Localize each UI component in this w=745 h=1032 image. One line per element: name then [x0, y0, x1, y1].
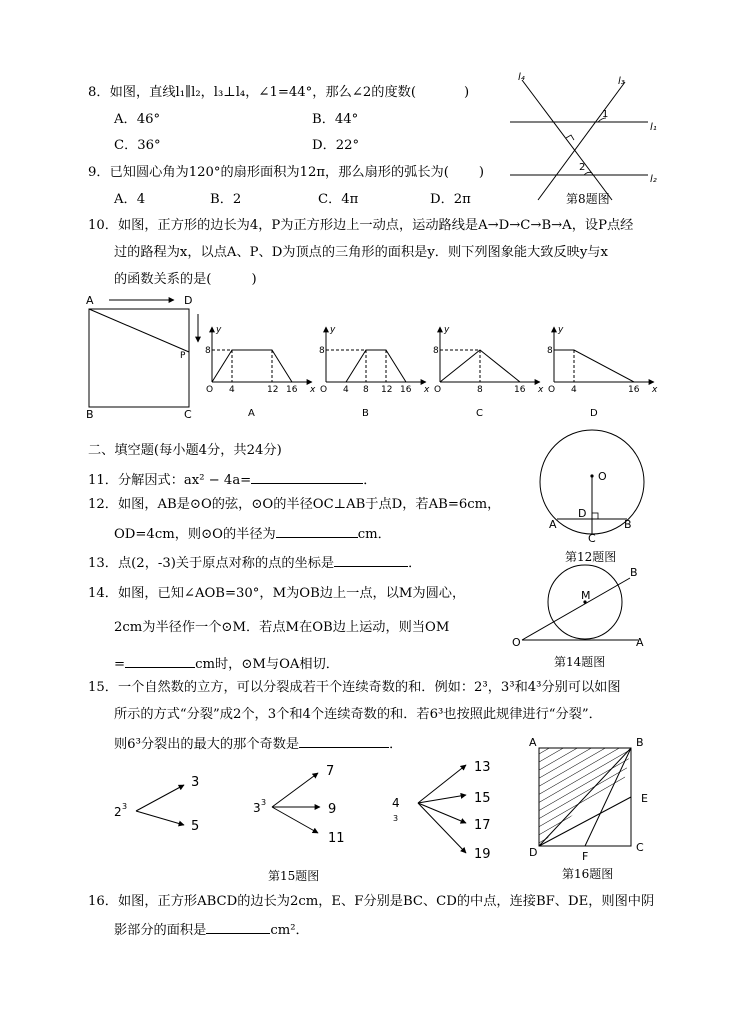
svg-text:A: A	[248, 408, 255, 419]
svg-text:9: 9	[328, 802, 337, 817]
svg-text:A: A	[549, 518, 557, 531]
square-D: D	[184, 294, 193, 307]
q9-option-a: A．4	[114, 192, 146, 207]
svg-text:y: y	[330, 325, 336, 335]
svg-text:F: F	[582, 850, 589, 863]
svg-text:A: A	[636, 636, 644, 649]
section-2-title: 二、填空题(每小题4分，共24分)	[88, 443, 282, 458]
square-C: C	[184, 408, 192, 421]
svg-text:A: A	[529, 736, 537, 749]
svg-text:8: 8	[319, 346, 325, 356]
svg-text:B: B	[624, 518, 632, 531]
svg-text:D: D	[590, 408, 598, 419]
svg-text:4: 4	[571, 385, 577, 395]
svg-text:8: 8	[205, 346, 211, 356]
q10-figures	[84, 292, 664, 422]
svg-text:第12题图: 第12题图	[565, 550, 617, 564]
q9-option-c: C．4π	[318, 192, 359, 207]
q10-square	[86, 294, 198, 421]
q16-figure	[524, 730, 664, 882]
q10-line3: 的函数关系的是( )	[114, 272, 257, 287]
svg-text:17: 17	[474, 818, 491, 833]
q9-option-d: D．2π	[430, 192, 471, 207]
label-l1: l₁	[650, 122, 657, 133]
svg-text:12: 12	[381, 385, 393, 395]
q15-figure	[100, 755, 520, 885]
svg-text:4: 4	[343, 385, 349, 395]
line-l3	[538, 82, 625, 200]
label-l2: l₂	[650, 174, 657, 185]
svg-text:2: 2	[114, 805, 122, 819]
svg-text:x: x	[652, 385, 658, 395]
graph-c	[433, 325, 544, 419]
q13-stem: 13．点(2，-3)关于原点对称的点的坐标是 ．	[88, 556, 422, 571]
svg-text:16: 16	[628, 385, 640, 395]
svg-text:8: 8	[477, 385, 483, 395]
svg-text:D: D	[529, 846, 538, 859]
svg-text:12: 12	[267, 385, 279, 395]
svg-text:M: M	[581, 589, 591, 602]
q10-line2: 过的路程为x，以点A、P、D为顶点的三角形的面积是y．则下列图象能大致反映y与x	[114, 245, 608, 260]
svg-text:B: B	[636, 736, 644, 749]
svg-text:C: C	[588, 532, 596, 545]
svg-text:16: 16	[400, 385, 412, 395]
q15-line1: 15．一个自然数的立方，可以分裂成若干个连续奇数的和．例如：2³，3³和4³分别可以如图	[88, 680, 621, 695]
q15-line3: 则6³分裂出的最大的那个奇数是 ．	[114, 737, 403, 752]
q12-figure	[530, 425, 660, 565]
svg-text:3: 3	[261, 798, 267, 807]
svg-text:x: x	[424, 385, 430, 395]
svg-text:第16题图: 第16题图	[562, 867, 614, 881]
q14-line1: 14．如图，已知∠AOB=30°，M为OB边上一点，以M为圆心，	[88, 586, 466, 601]
svg-text:8: 8	[547, 346, 553, 356]
q14-line3: = cm时，⊙M与OA相切．	[114, 657, 339, 672]
svg-text:y: y	[558, 325, 564, 335]
q15-line2: 所示的方式“分裂”成2个，3个和4个连续奇数的和．若6³也按照此规律进行“分裂”．	[114, 707, 602, 722]
svg-text:E: E	[641, 792, 648, 805]
q8-stem: 8．如图，直线l₁∥l₂，l₃⊥l₄，∠1=44°，那么∠2的度数( )	[88, 85, 470, 100]
svg-text:4: 4	[392, 796, 400, 810]
label-l4: l₄	[518, 72, 525, 83]
svg-text:B: B	[630, 566, 638, 579]
svg-text:B: B	[362, 408, 369, 419]
q8-option-c: C．36°	[114, 138, 161, 153]
svg-text:O: O	[434, 385, 442, 395]
q8-caption: 第8题图	[566, 192, 610, 206]
square-B: B	[86, 408, 94, 421]
svg-text:y: y	[216, 325, 222, 335]
svg-text:C: C	[636, 841, 644, 854]
split-4-cubed	[392, 760, 491, 862]
q16-line1: 16．如图，正方形ABCD的边长为2cm，E、F分别是BC、CD的中点，连接BF、DE，则图中阴	[88, 894, 655, 909]
q14-line2: 2cm为半径作一个⊙M．若点M在OB边上运动，则当OM	[114, 620, 450, 635]
svg-text:D: D	[578, 507, 587, 520]
svg-text:O: O	[320, 385, 328, 395]
q8-option-d: D．22°	[312, 138, 360, 153]
split-3-cubed	[253, 764, 345, 846]
q12-line2: OD=4cm，则⊙O的半径为 cm．	[114, 527, 391, 542]
q14-figure	[508, 562, 658, 672]
svg-text:13: 13	[474, 760, 491, 775]
q10-line1: 10．如图，正方形的边长为4，P为正方形边上一动点，运动路线是A→D→C→B→A，设P点经	[88, 218, 634, 233]
svg-text:16: 16	[514, 385, 526, 395]
q9-stem: 9．已知圆心角为120°的扇形面积为12π，那么扇形的弧长为( )	[88, 165, 485, 180]
svg-text:16: 16	[286, 385, 298, 395]
graph-b	[319, 325, 430, 419]
angle-1-label: 1	[602, 109, 609, 120]
label-l3: l₃	[618, 76, 625, 87]
svg-text:第15题图: 第15题图	[268, 869, 320, 883]
svg-text:C: C	[476, 408, 483, 419]
q8-option-a: A．46°	[114, 112, 161, 127]
svg-text:5: 5	[191, 819, 200, 834]
svg-text:11: 11	[328, 831, 345, 846]
svg-text:第14题图: 第14题图	[554, 655, 606, 669]
svg-text:O: O	[598, 470, 607, 483]
svg-text:4: 4	[229, 385, 235, 395]
q8-option-b: B．44°	[312, 112, 359, 127]
svg-text:15: 15	[474, 791, 491, 806]
line-l4	[522, 80, 612, 200]
q11-stem: 11．分解因式：ax² − 4a= ．	[88, 473, 377, 488]
svg-text:O: O	[206, 385, 214, 395]
split-2-cubed	[114, 775, 199, 834]
graph-d	[547, 325, 658, 419]
q8-figure	[500, 70, 670, 215]
svg-text:y: y	[444, 325, 450, 335]
svg-text:O: O	[512, 636, 521, 649]
svg-text:7: 7	[326, 764, 335, 779]
q9-option-b: B．2	[210, 192, 242, 207]
svg-text:x: x	[310, 385, 316, 395]
q12-line1: 12．如图，AB是⊙O的弦，⊙O的半径OC⊥AB于点D，若AB=6cm，	[88, 497, 501, 512]
svg-text:19: 19	[474, 847, 491, 862]
svg-text:3: 3	[191, 775, 200, 790]
svg-text:3: 3	[253, 801, 261, 815]
svg-text:3: 3	[393, 814, 399, 823]
svg-text:x: x	[538, 385, 544, 395]
svg-text:3: 3	[122, 802, 128, 811]
graph-a	[205, 325, 316, 419]
angle-2-label: 2	[579, 162, 586, 173]
q16-line2: 影部分的面积是 cm²．	[114, 923, 309, 938]
svg-text:8: 8	[363, 385, 369, 395]
svg-text:8: 8	[433, 346, 439, 356]
square-P: P	[180, 351, 186, 361]
square-A: A	[86, 294, 94, 307]
svg-text:O: O	[548, 385, 556, 395]
